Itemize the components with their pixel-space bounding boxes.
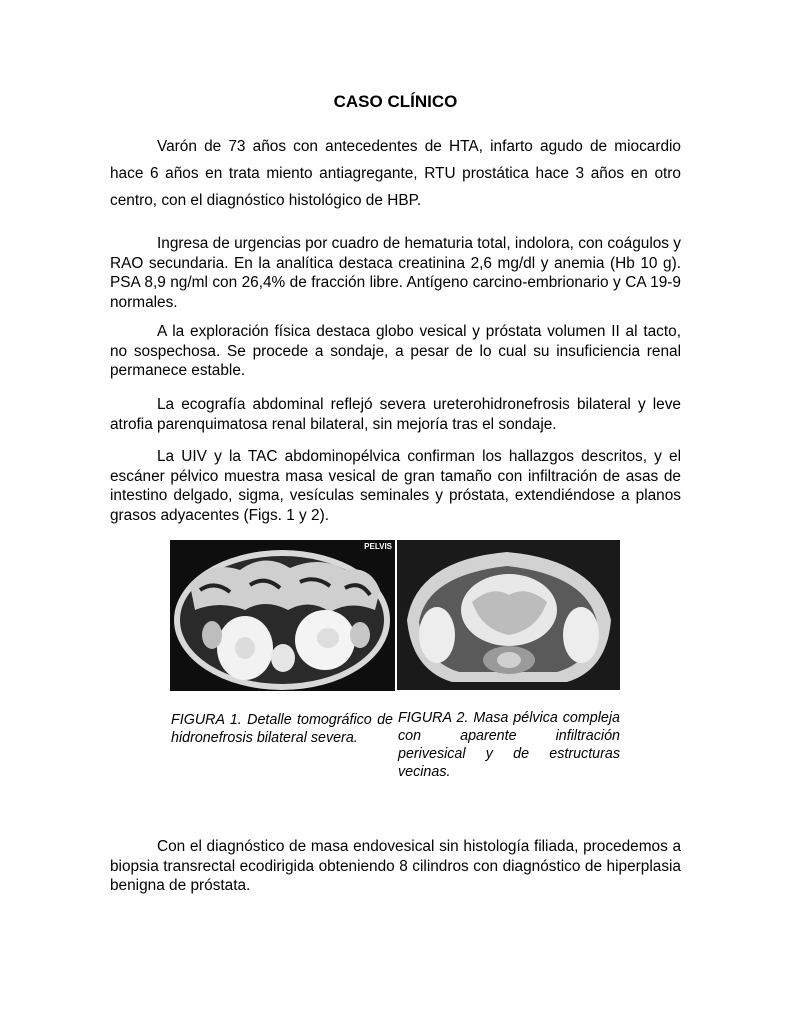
paragraph-ultrasound: La ecografía abdominal reflejó severa ureterohidronefrosis bilateral y leve atrofia parenquimatosa renal bilateral, sin mejoría tras el sondaje. bbox=[110, 396, 681, 433]
paragraph-history: Varón de 73 años con antecedentes de HTA, infarto agudo de miocardio hace 6 años en trata miento antiagregante, RTU prostática hace 3 años en otro centro, con el diagnóstico histológico de HBP. bbox=[110, 138, 681, 209]
paragraph-admission: Ingresa de urgencias por cuadro de hematuria total, indolora, con coágulos y RAO secundaria. En la analítica destaca creatinina 2,6 mg/dl y anemia (Hb 10 g). PSA 8,9 ng/ml con 26,4% de fracción libre. Antígeno carcino-embrionario y CA 19-9 normales. bbox=[110, 235, 681, 311]
figure-1-ct-image bbox=[170, 540, 395, 691]
figure-1-caption: FIGURA 1. Detalle tomográfico de hidronefrosis bilateral severa. bbox=[171, 712, 393, 746]
figure-1-image-label: PELVIS bbox=[364, 542, 392, 551]
page-title: CASO CLÍNICO bbox=[333, 92, 458, 111]
paragraph-imaging: La UIV y la TAC abdominopélvica confirman los hallazgos descritos, y el escáner pélvico muestra masa vesical de gran tamaño con infiltración de asas de intestino delgado, sigma, vesículas seminales y próstata, extendiéndose a planos grasos adyacentes (Figs. 1 y 2). bbox=[110, 448, 681, 524]
paragraph-physical-exam: A la exploración física destaca globo vesical y próstata volumen II al tacto, no sospechosa. Se procede a sondaje, a pesar de lo cual su insuficiencia renal permanece estable. bbox=[110, 323, 681, 379]
paragraph-biopsy: Con el diagnóstico de masa endovesical sin histología filiada, procedemos a biopsia transrectal ecodirigida obteniendo 8 cilindros con diagnóstico de hiperplasia benigna de próstata. bbox=[110, 838, 681, 894]
figure-2-ct-image bbox=[397, 540, 620, 690]
figure-2-caption: FIGURA 2. Masa pélvica compleja con aparente infiltración perivesical y de estructuras vecinas. bbox=[398, 710, 620, 780]
